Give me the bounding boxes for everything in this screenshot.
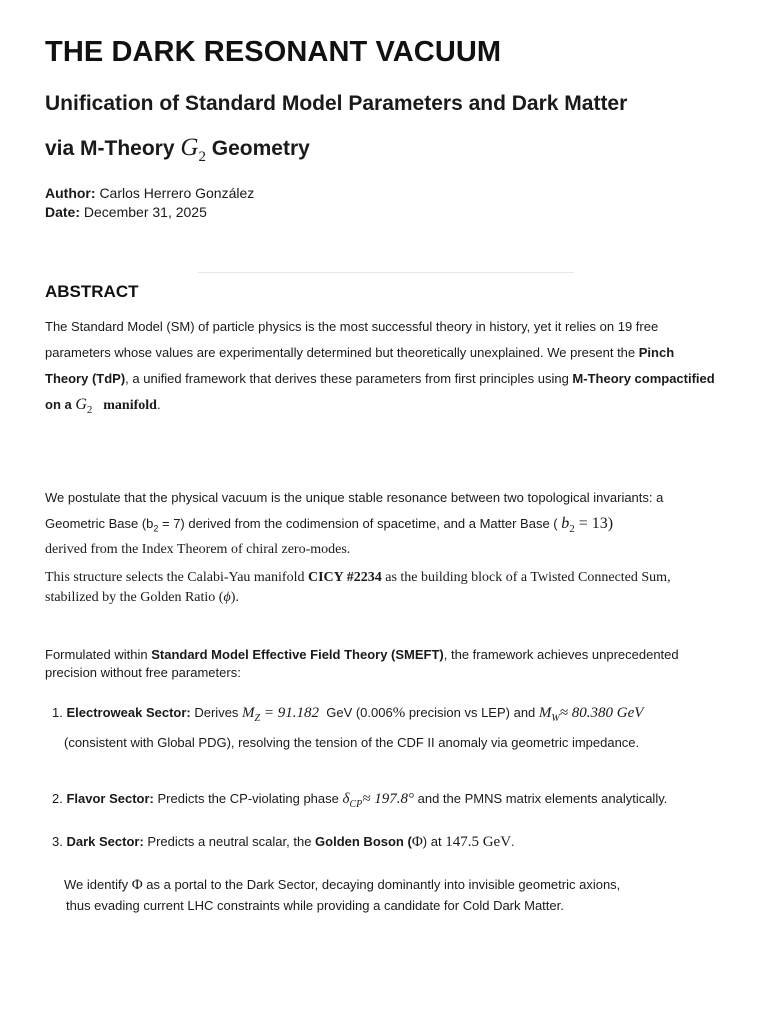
list-label: Electroweak Sector: — [66, 705, 191, 720]
closing-line-2: thus evading current LHC constraints while providing a candidate for Cold Dark Matter. — [66, 898, 564, 913]
list-number: 3. — [52, 834, 63, 849]
mass-value: 147.5 GeV — [445, 834, 512, 850]
matter-base-math — [561, 515, 614, 536]
bold-span: Golden Boson ( — [315, 834, 412, 849]
text-span: The Standard Model (SM) of particle physics is the most successful theory in history, yet it relies on 19 free parameters whose values are experimentally determined but theoretically unexplained. We present the — [45, 319, 659, 360]
text-span: Derives — [190, 705, 243, 720]
math-rest: = 13) — [574, 515, 614, 532]
author-label: Author: — [45, 185, 96, 201]
text-span: ) at — [422, 834, 446, 849]
list-item-continuation: (consistent with Global PDG), resolving the tension of the CDF II anomaly via geometric impedance. — [64, 735, 640, 750]
phi-symbol: Φ — [131, 877, 143, 893]
mw-value: ≈ 80.380 GeV — [559, 705, 644, 721]
mw-math — [538, 705, 644, 724]
g-symbol: G — [75, 396, 87, 413]
text-span: as a portal to the Dark Sector, decaying dominantly into invisible geometric axions, — [142, 877, 621, 892]
text-span: We identify — [64, 877, 132, 892]
mz-value: = 91.182 — [260, 705, 319, 721]
mz-math — [242, 705, 319, 724]
bold-span: Standard Model Effective Field Theory (SMEFT) — [151, 647, 444, 662]
g2-symbol — [75, 396, 93, 417]
author-line — [45, 183, 254, 203]
g-symbol: G — [180, 134, 199, 161]
abstract-paragraph-2 — [45, 485, 715, 542]
phi-symbol: Φ — [411, 834, 423, 850]
text-span: We postulate that the physical vacuum is the unique stable resonance between two topological invariants: a Geometric Base (b — [45, 490, 664, 531]
text-span: , a unified framework that derives these parameters from first principles using — [125, 371, 573, 386]
section-divider — [198, 272, 574, 273]
g-subscript: 2 — [198, 149, 206, 165]
list-number: 1. — [52, 705, 63, 720]
m-symbol: M — [242, 705, 255, 721]
list-label: Flavor Sector: — [66, 791, 154, 806]
text-span: precision vs LEP) and — [405, 705, 539, 720]
list-item — [52, 831, 732, 853]
list-item — [52, 702, 712, 730]
delta-symbol: δ — [342, 791, 350, 807]
text-span: This structure selects the Calabi-Yau manifold — [45, 570, 308, 585]
delta-cp-math — [342, 791, 415, 810]
paper-subtitle-line1: Unification of Standard Model Parameters and Dark Matter — [45, 92, 628, 115]
m-subscript: Z — [254, 713, 261, 724]
bold-span: Pinch Theory (TdP) — [45, 345, 675, 386]
text-span: and the PMNS matrix elements analytically. — [414, 791, 668, 806]
subtitle-prefix: via M-Theory — [45, 137, 175, 160]
text-span: Predicts the CP-violating phase — [153, 791, 343, 806]
delta-value: ≈ 197.8° — [362, 791, 414, 807]
b-symbol: b — [561, 515, 570, 532]
abstract-paragraph-4 — [45, 646, 725, 682]
abstract-paragraph-1 — [45, 314, 715, 423]
m-subscript: W — [551, 713, 560, 724]
percent-sign: % — [392, 705, 406, 721]
text-span: , the framework achieves unprecedented precision without free parameters: — [45, 647, 679, 680]
bold-span: M-Theory compactified on a — [45, 371, 715, 412]
bold-span: CICY #2234 — [307, 570, 382, 585]
bold-span: manifold — [103, 398, 157, 413]
date-value: December 31, 2025 — [83, 204, 207, 220]
text-span: . — [156, 397, 161, 412]
text-span: = 7) derived from the codimension of spacetime, and a Matter Base ( — [158, 516, 558, 531]
list-item — [52, 788, 732, 816]
list-number: 2. — [52, 791, 63, 806]
paper-subtitle-line2 — [45, 134, 310, 166]
text-span: Predicts a neutral scalar, the — [143, 834, 316, 849]
closing-line-1 — [64, 874, 724, 896]
text-span: . — [511, 834, 515, 849]
author-value: Carlos Herrero González — [99, 185, 255, 201]
text-span: Formulated within — [45, 647, 152, 662]
abstract-heading: ABSTRACT — [45, 282, 139, 301]
date-line — [45, 202, 207, 222]
phi-symbol: ϕ — [223, 590, 231, 605]
m-symbol: M — [538, 705, 552, 721]
text-span: as the building block of a Twisted Connected Sum, stabilized by the Golden Ratio ( — [45, 570, 671, 605]
subtitle-suffix: Geometry — [211, 137, 310, 160]
list-label: Dark Sector: — [66, 834, 144, 849]
cp-subscript: CP — [349, 799, 363, 810]
abstract-paragraph-2-tail: derived from the Index Theorem of chiral zero-modes. — [45, 542, 351, 557]
text-span: ). — [230, 590, 239, 605]
abstract-paragraph-3 — [45, 568, 725, 608]
date-label: Date: — [45, 204, 81, 220]
subtitle-g2-symbol — [180, 134, 206, 165]
b-subscript: 2 — [569, 523, 575, 536]
subscript: 2 — [153, 523, 159, 534]
text-span: GeV (0.006 — [322, 705, 393, 720]
paper-title: THE DARK RESONANT VACUUM — [45, 36, 502, 68]
g-subscript: 2 — [86, 404, 93, 417]
